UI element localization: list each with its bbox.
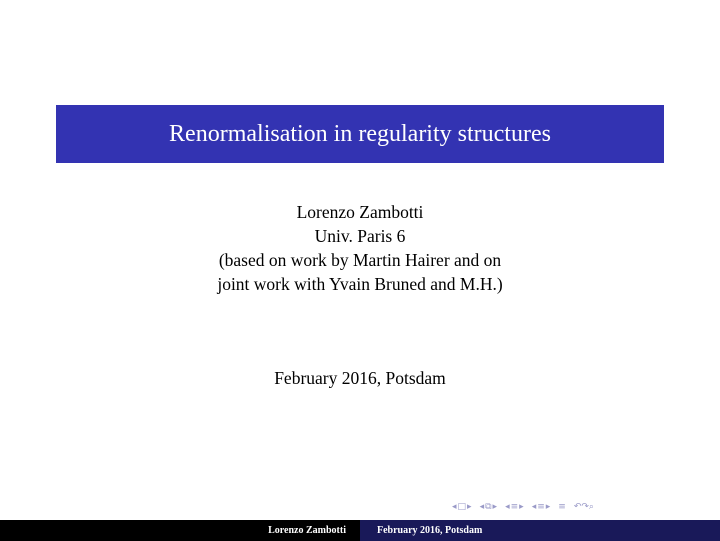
- navigation-bar: [452, 499, 594, 515]
- title-bar: [56, 105, 664, 163]
- affiliation: Univ. Paris 6: [314, 226, 406, 246]
- nav-toc-icon[interactable]: ≡: [558, 502, 566, 512]
- author-block: [0, 200, 720, 296]
- credit-line-2: joint work with Yvain Bruned and M.H.): [217, 274, 503, 294]
- nav-section-icon[interactable]: ≡: [510, 502, 519, 512]
- nav-next-frame-icon[interactable]: ▸: [467, 502, 472, 512]
- nav-subsection-icon[interactable]: ⧉: [485, 502, 492, 512]
- footer-author: Lorenzo Zambotti: [0, 520, 360, 541]
- nav-document-icon[interactable]: ≡: [537, 502, 545, 512]
- author-name: Lorenzo Zambotti: [296, 202, 424, 222]
- nav-prev-icon[interactable]: ◂: [531, 502, 537, 512]
- footer-date: February 2016, Potsdam: [360, 520, 720, 541]
- nav-prev-slide-icon[interactable]: ◂: [505, 502, 510, 512]
- credit-line-1: (based on work by Martin Hairer and on: [218, 250, 502, 270]
- nav-prev-section-icon[interactable]: ◂: [479, 502, 485, 512]
- nav-first-frame-icon[interactable]: ◂: [452, 502, 457, 512]
- nav-search-icon[interactable]: ↶↷⌕: [573, 502, 594, 512]
- nav-next-icon[interactable]: ▸: [545, 502, 551, 512]
- slide-title: Renormalisation in regularity structures: [169, 120, 551, 147]
- nav-next-slide-icon[interactable]: ▸: [519, 502, 524, 512]
- footer: [0, 520, 720, 541]
- nav-next-section-icon[interactable]: ▸: [492, 502, 498, 512]
- nav-frame-icon[interactable]: □: [457, 502, 467, 512]
- slide-date: February 2016, Potsdam: [274, 368, 446, 388]
